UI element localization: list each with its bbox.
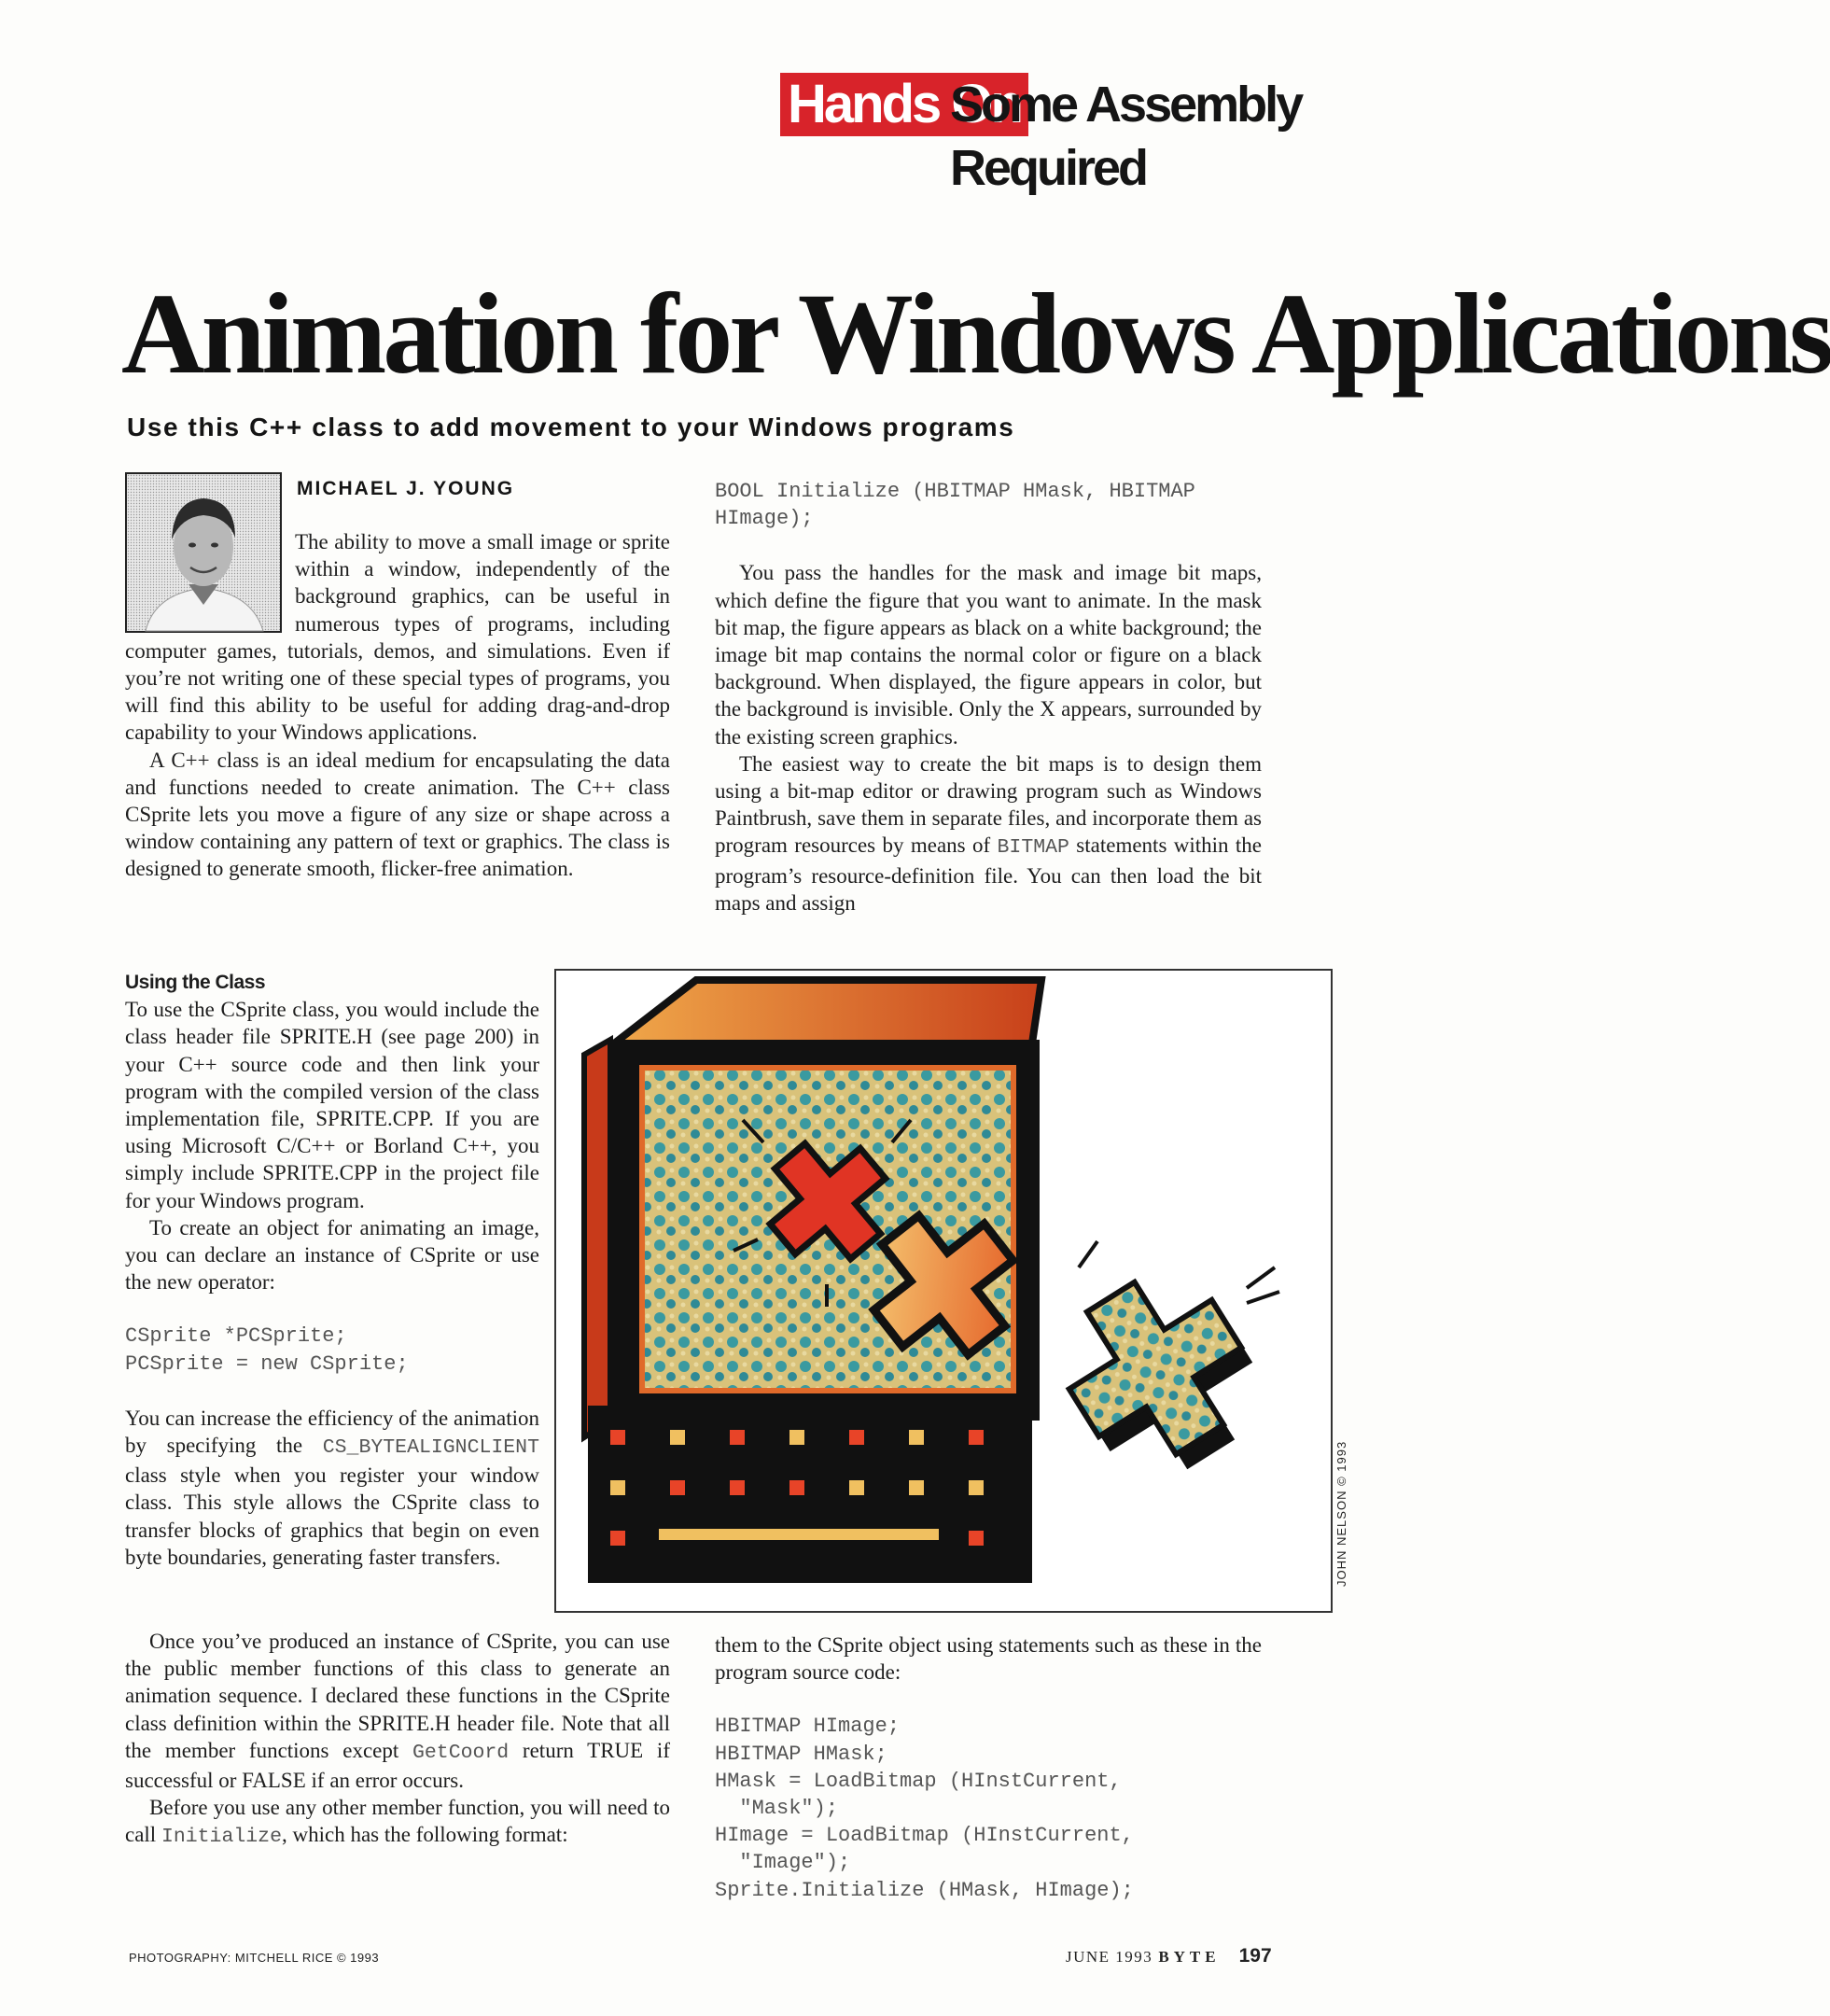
- inline-code: BITMAP: [997, 836, 1069, 860]
- paragraph: The ability to move a small image or sprite within a window, independently of the background graphics, can be useful in numerous types of programs, including computer games, tutorials, demos, and simulations. Even if you’re not writing one of these special types of programs, you will find this ability to be useful for adding drag-and-drop capability to your Windows applications.: [125, 530, 670, 745]
- text-run: class style when you register your window class. This style allows the CSprite class to transfer blocks of graphics that begin on even byte boundaries, generating faster transfers.: [125, 1463, 539, 1569]
- column-two-top: [715, 478, 1262, 917]
- section-heading: Using the Class: [125, 972, 266, 993]
- inline-code: CS_BYTEALIGNCLIENT: [322, 1436, 539, 1460]
- text-run: return TRUE if successful or FALSE if an error occurs.: [125, 1738, 670, 1793]
- text-run: statements within the program’s resource-definition file. You can then load the bit maps and assign: [715, 833, 1262, 915]
- inline-code: GetCoord: [412, 1741, 510, 1764]
- paragraph: [715, 750, 1262, 917]
- computer-illustration: [554, 969, 1333, 1613]
- paragraph: [125, 1628, 670, 1794]
- text-run: , which has the following format:: [281, 1823, 568, 1847]
- paragraph: [125, 1794, 670, 1851]
- paragraph: You pass the handles for the mask and image bit maps, which define the figure that you want to animate. In the mask bit map, the figure appears as black on a white background; the image bit map contains the normal color or figure on a black background. When displayed, the figure appears in color, but the background is invisible. Only the X appears, surrounded by the existing screen graphics.: [715, 561, 1262, 749]
- member-functions-text: [125, 1628, 670, 1852]
- page-number: 197: [1238, 1945, 1272, 1967]
- paragraph: To use the CSprite class, you would include the class header file SPRITE.H (see page 200) in your C++ source code and then link your program with the compiled version of the class implementation file, SPRITE.CPP. If you are using Microsoft C/C++ or Borland C++, you simply include SPRITE.CPP in the project file for your Windows program.: [125, 998, 539, 1212]
- photo-credit: PHOTOGRAPHY: MITCHELL RICE © 1993: [129, 1951, 380, 1965]
- article-title: Animation for Windows Applications: [121, 270, 1830, 398]
- author-name: MICHAEL J. YOUNG: [297, 478, 515, 499]
- issue-date: JUNE 1993: [1066, 1948, 1153, 1966]
- paragraph: [125, 1405, 539, 1571]
- photo-wrap-spacer: [125, 528, 295, 631]
- page-footer: [1066, 1945, 1272, 1967]
- illustration-credit: JOHN NELSON © 1993: [1334, 1440, 1348, 1587]
- column-two-bottom: [715, 1631, 1262, 1904]
- text-run: The easiest way to create the bit maps is to design them using a bit-map editor or drawing program such as Windows Paintbrush, save them in separate files, and incorporate them as program resources by means of: [715, 751, 1262, 858]
- magazine-name: BYTE: [1158, 1948, 1221, 1966]
- code-block: CSprite *PCSprite; PCSprite = new CSprite;: [125, 1324, 409, 1376]
- text-run: You can increase the efficiency of the animation by specifying the: [125, 1406, 539, 1458]
- code-block: HBITMAP HImage; HBITMAP HMask; HMask = LoadBitmap (HInstCurrent, "Mask"); HImage = LoadBitmap (HInstCurrent, "Image"); Sprite.Initialize (HMask, HImage);: [715, 1715, 1134, 1902]
- paragraph: A C++ class is an ideal medium for encapsulating the data and functions needed to create animation. The C++ class CSprite lets you move a figure of any size or shape across a window containing any pattern of text or graphics. The class is designed to generate smooth, flicker-free animation.: [125, 748, 670, 881]
- section-title: Some Assembly Required: [950, 77, 1302, 196]
- code-block: BOOL Initialize (HBITMAP HMask, HBITMAP HImage);: [715, 480, 1195, 531]
- text-run: Once you’ve produced an instance of CSprite, you can use the public member functions of this class to generate an animation sequence. I declared these functions in the CSprite class definition within the SPRITE.H header file. Note that all the member functions except: [125, 1630, 670, 1762]
- keyboard-graphic: [588, 1406, 1032, 1583]
- using-class-section: [125, 969, 539, 1571]
- paragraph: To create an object for animating an image, you can declare an instance of CSprite or use the new operator:: [125, 1215, 539, 1295]
- lace-cross-icon: [1040, 1241, 1282, 1499]
- article-subtitle: Use this C++ class to add movement to your Windows programs: [127, 413, 1015, 441]
- intro-text: [125, 528, 670, 883]
- section-badge: Hands On: [780, 73, 1028, 136]
- inline-code: Initialize: [161, 1826, 282, 1849]
- text-run: Before you use any other member function, you will need to call: [125, 1796, 670, 1847]
- paragraph: them to the CSprite object using statements such as these in the program source code:: [715, 1633, 1262, 1685]
